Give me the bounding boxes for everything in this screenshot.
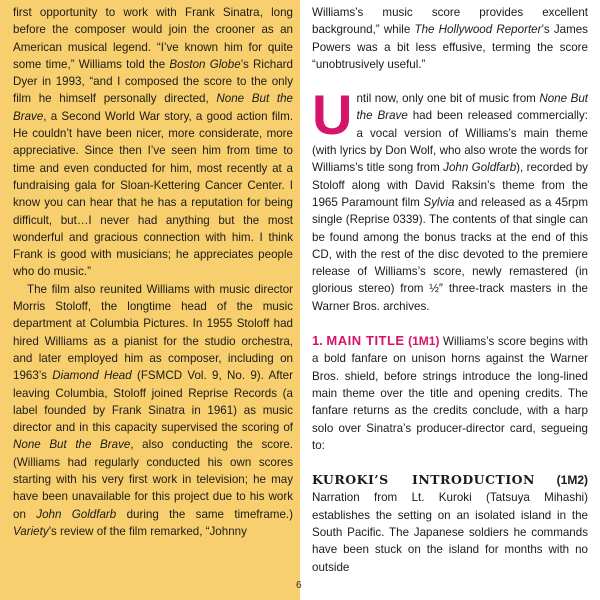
text-run: , a Second World War story, a good action film. He couldn’t have been nicer, more considerate, more appreciative. Since then I’ve seen him from time to time and even conducted for him, most recently at a fundraising gala for Sloan-Kettering Cancer Center. I know you can hear that he has a reputation for being difficult, but…I never had anything but the most wonderful and gracious connection with him. I think Frank is good with musicians; he appreciates people who do music.” bbox=[13, 109, 293, 279]
text-run: ’s James Powers was a bit less effusive, terming the score “unobtrusively useful.” bbox=[312, 23, 588, 71]
cue-kuroki-introduction bbox=[312, 471, 588, 576]
cue-code: (1M1) bbox=[408, 334, 440, 349]
left-paragraph-2 bbox=[13, 281, 293, 540]
cue-title: MAIN TITLE bbox=[326, 333, 405, 349]
drop-cap: U bbox=[312, 83, 353, 147]
text-run: and released as a 45rpm single (Reprise 0339). The contents of that single can be found among the bonus tracks at the end of this CD, with the rest of the disc devoted to the premiere release of Williams’s score, newly remastered (in glorious stereo) from ½″ three-track masters in the Warner Bros. archives. bbox=[312, 195, 588, 313]
text-run: (FSMCD Vol. 9, No. 9). After leaving Columbia, Stoloff joined Reprise Records (a label founded by Frank Sinatra in 1961) as music director and in this capacity supervised the scoring of bbox=[13, 369, 293, 435]
italic-run: Boston Globe bbox=[169, 57, 241, 71]
text-run: , also conducting the score. (Williams had regularly conducted his own scores starting with his very first work in television; he may have been unavailable for this project due to his work on bbox=[13, 438, 294, 521]
cue-number: 1. bbox=[312, 333, 323, 349]
italic-run: None But the Brave bbox=[356, 92, 588, 123]
right-column bbox=[300, 0, 600, 600]
italic-run: None But the Brave bbox=[13, 438, 131, 452]
italic-run: John Goldfarb bbox=[443, 161, 517, 175]
italic-run: Sylvia bbox=[423, 195, 455, 209]
italic-run: John Goldfarb bbox=[36, 507, 117, 521]
text-run: The film also reunited Williams with music director Morris Stoloff, the longtime head of the music department at Columbia Pictures. In 1955 Stoloff had hired Williams as a pianist for the studio orchestra, and later employed him as composer, including on 1963’s bbox=[13, 282, 293, 383]
right-paragraph-2-text bbox=[312, 83, 588, 313]
italic-run: None But the Brave bbox=[13, 92, 293, 123]
right-paragraph-1 bbox=[312, 4, 588, 73]
left-paragraph-1 bbox=[13, 4, 293, 281]
cue-body: Narration from Lt. Kuroki (Tatsuya Mihashi) establishes the setting on an isolated island in the South Pacific. The Japanese soldiers he commands have been stuck on the island for months with no outside bbox=[312, 491, 588, 574]
italic-run: Diamond Head bbox=[52, 369, 132, 383]
cue-main-title bbox=[312, 332, 588, 454]
page-number: 6 bbox=[296, 580, 302, 591]
cue-code: (1M2) bbox=[556, 473, 588, 488]
italic-run: The Hollywood Reporter bbox=[414, 23, 542, 37]
text-run: ntil now, only one bit of music from bbox=[356, 92, 540, 106]
cue-title: KUROKI’S INTRODUCTION bbox=[312, 472, 535, 488]
text-run: first opportunity to work with Frank Sinatra, long before the composer would join the crooner as an American musical legend. “I’ve known him for quite some time,” Williams told the bbox=[13, 6, 293, 71]
text-run: Williams’s music score provides excellent background,” while bbox=[312, 6, 588, 37]
italic-run: Variety bbox=[13, 524, 49, 538]
right-paragraph-2 bbox=[312, 83, 588, 315]
text-run: ’s review of the film remarked, “Johnny bbox=[48, 524, 247, 538]
text-run: ’s Richard Dyer in 1993, “and I composed the score to the only film he himself personally directed, bbox=[13, 57, 293, 106]
text-run: had been released commercially: a vocal version of Williams’s main theme (with lyrics by Don Wolf, who also wrote the words for Williams’s title song from bbox=[312, 109, 588, 175]
text-run: during the same timeframe.) bbox=[116, 507, 293, 521]
text-run: ), recorded by Stoloff along with David Raksin’s theme from the 1965 Paramount film bbox=[312, 161, 588, 209]
cue-body: Williams’s score begins with a bold fanfare on unison horns against the Warner Bros. shield, before strings introduce the long-lined main theme over the title and opening credits. The fanfare returns as the credits conclude, with a harp solo over Sinatra’s producer-director card, segueing to: bbox=[312, 335, 588, 452]
